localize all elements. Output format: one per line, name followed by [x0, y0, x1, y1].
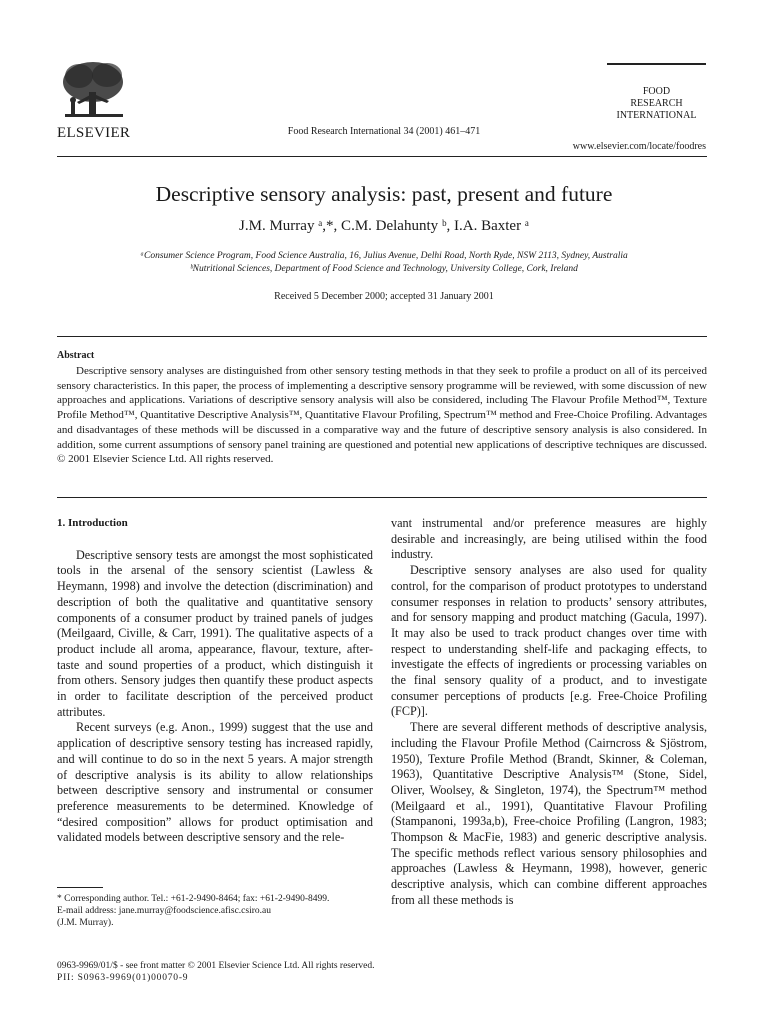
pii-line: PII: S0963-9969(01)00070-9	[57, 972, 189, 983]
journal-url[interactable]: www.elsevier.com/locate/foodres	[572, 141, 706, 152]
header-rule	[57, 156, 707, 157]
footnote-rule	[57, 887, 103, 888]
paragraph: Recent surveys (e.g. Anon., 1999) suggest that the use and application of descriptive sensory testing has increased rapidly, and will continue to do so in the next 5 years. A major strength of descriptive analysis is its ability to allow relationships between descriptive sensory and instrumental or consumer preference measurements to be determined. Knowledge of “desired composition” allows for product optimisation and validated models between descriptive sensory and the rele-	[57, 720, 373, 845]
publisher-name: ELSEVIER	[57, 125, 131, 141]
article-authors: J.M. Murray ᵃ,*, C.M. Delahunty ᵇ, I.A. Baxter ᵃ	[239, 218, 529, 234]
footnote	[57, 893, 373, 929]
article-title: Descriptive sensory analysis: past, present and future	[155, 182, 613, 206]
journal-reference: Food Research International 34 (2001) 461–471	[287, 126, 481, 137]
left-column	[57, 516, 373, 846]
footnote-name: (J.M. Murray).	[57, 918, 114, 928]
elsevier-tree-logo	[57, 58, 129, 124]
paragraph: vant instrumental and/or preference measures are highly desirable and increasingly, are being utilised within the food industry.	[391, 516, 707, 562]
paragraph: Descriptive sensory tests are amongst the most sophisticated tools in the arsenal of the sensory scientist (Lawless & Heymann, 1998) and involve the detection (discrimination) and description of both the qualitative and quantitative sensory components of a consumer product by trained panels of judges (Meilgaard, Civille, & Carr, 1991). The qualitative aspects of a product include all aroma, appearance, flavour, texture, after-taste and sound properties of a product, which distinguish it from others. Sensory judges then quantify these product aspects in order to facilitate description of the perceived product attributes.	[57, 547, 373, 719]
copyright-line: 0963-9969/01/$ - see front matter © 2001 Elsevier Science Ltd. All rights reserved.	[57, 961, 375, 971]
copyright-footer	[57, 961, 374, 984]
footnote-email[interactable]: E-mail address: jane.murray@foodscience.afisc.csiro.au	[57, 906, 271, 916]
right-column	[391, 516, 707, 909]
abstract-text: Descriptive sensory analyses are distinguished from other sensory testing methods in that they seek to profile a product on all of its perceived sensory characteristics. In this paper, the process of implementing a descriptive sensory programme will be reviewed, with some discussion of new approaches and applications. Variations of descriptive sensory analysis will also be considered, including The Flavour Profile Method™, Texture Profile Method™, Quantitative Descriptive Analysis™, Quantitative Flavour Profiling, Spectrum™ method and Free-Choice Profiling. Advantages and disadvantages of these methods will be discussed in a comparative way and the future of descriptive sensory analysis is also considered. In addition, some current assumptions of sensory panel training are questioned and potential new applications of descriptive techniques are discussed. © 2001 Elsevier Science Ltd. All rights reserved.	[57, 365, 707, 466]
journal-name-line: INTERNATIONAL	[616, 110, 697, 121]
affiliation-a: ᵃConsumer Science Program, Food Science Australia, 16, Julius Avenue, Delhi Road, North Ryde, NSW 2113, Sydney, Australia	[140, 251, 628, 261]
journal-name-line: RESEARCH	[630, 98, 683, 109]
affiliation-b: ᵇNutritional Sciences, Department of Food Science and Technology, University College, Cork, Ireland	[190, 264, 578, 274]
abstract-rule	[57, 497, 707, 498]
journal-name-box	[607, 63, 706, 122]
abstract-heading: Abstract	[57, 350, 95, 361]
title-rule	[57, 336, 707, 337]
paragraph: There are several different methods of descriptive analysis, including the Flavour Profile Method (Cairncross & Sjöstrom, 1950), Texture Profile Method (Brandt, Skinner, & Coleman, 1963), Quantitative Descriptive Analysis™ (Stone, Sidel, Oliver, Woolsey, & Singleton, 1974), the Spectrum™ method (Meilgaard et al., 1991), Quantitative Flavour Profiling (Stampanoni, 1993a,b), Free-choice Profiling (Langron, 1983; Thompson & MacFie, 1983) and generic descriptive analysis. The specific methods reflect various sensory philosophies and approaches (Lawless & Heymann, 1998), however, generic descriptive analysis, which can combine different approaches from all these methods is	[391, 720, 707, 907]
journal-name-line: FOOD	[642, 86, 671, 97]
received-dates: Received 5 December 2000; accepted 31 January 2001	[274, 291, 494, 302]
footnote-corresponding: * Corresponding author. Tel.: +61-2-9490-8464; fax: +61-2-9490-8499.	[57, 894, 330, 904]
section-heading: 1. Introduction	[57, 517, 128, 529]
paragraph: Descriptive sensory analyses are also used for quality control, for the comparison of product prototypes to understand consumer responses in relation to products’ sensory attributes, and for sensory mapping and product matching (Gacula, 1997). It may also be used to track product changes over time with respect to understanding shelf-life and packaging effects, to investigate the effects of ingredients or processing variables on the final sensory quality of a product, and to investigate consumer perceptions of products [e.g. Free-Choice Profiling (FCP)].	[391, 563, 707, 719]
